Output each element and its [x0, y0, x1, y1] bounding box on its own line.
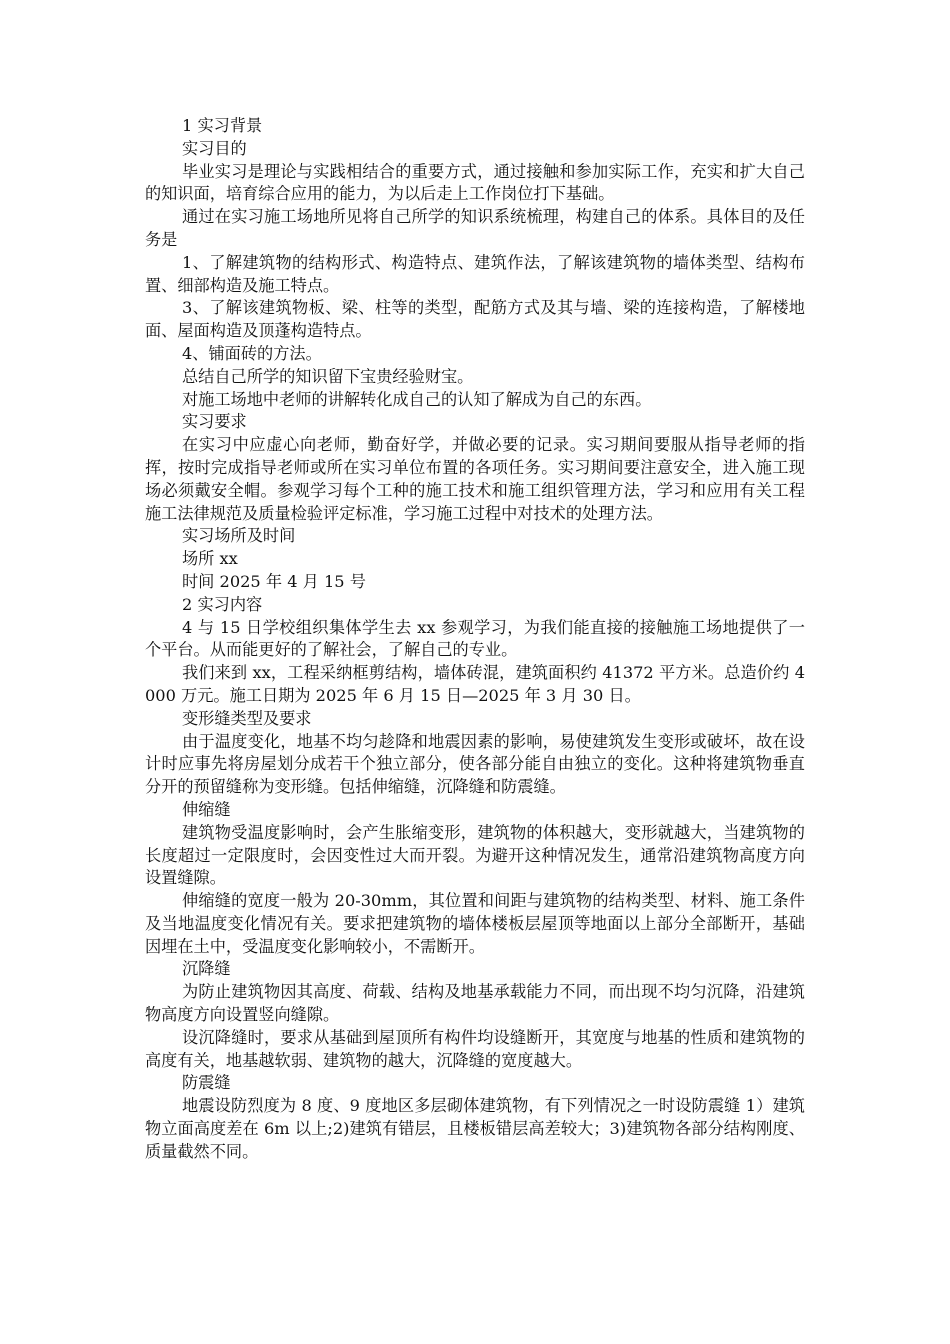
- subheading-seismic-joint: 防震缝: [182, 1073, 231, 1093]
- heading-internship-background: 1 实习背景: [182, 116, 263, 135]
- document-body: [145, 115, 805, 1164]
- subheading-place-and-time: 实习场所及时间: [182, 526, 296, 546]
- list-item: 1、了解建筑物的结构形式、构造特点、建筑作法，了解该建筑物的墙体类型、结构布置、细部构造及施工特点。: [145, 252, 805, 295]
- subheading-expansion-joint: 伸缩缝: [182, 799, 231, 819]
- subheading-deformation-joints: 变形缝类型及要求: [182, 708, 312, 728]
- paragraph: 由于温度变化，地基不均匀趁降和地震因素的影响，易使建筑发生变形或破坏，故在设计时应事先将房屋划分成若干个独立部分，使各部分能自由独立的变化。这种将建筑物垂直分开的预留缝称为变形缝。包括伸缩缝，沉降缝和防震缝。: [145, 731, 805, 797]
- paragraph: 为防止建筑物因其高度、荷载、结构及地基承载能力不同，而出现不均匀沉降，沿建筑物高度方向设置竖向缝隙。: [145, 982, 805, 1025]
- paragraph: 地震设防烈度为 8 度、9 度地区多层砌体建筑物，有下列情况之一时设防震缝 1）建筑物立面高度差在 6m 以上;2)建筑有错层，且楼板错层高差较大；3)建筑物各部分结构刚度、质量截然不同。: [145, 1096, 805, 1161]
- subheading-requirements: 实习要求: [182, 412, 247, 432]
- paragraph: 我们来到 xx，工程采纳框剪结构，墙体砖混，建筑面积约 41372 平方米。总造价约 4000 万元。施工日期为 2025 年 6 月 15 日—2025 年 3 月 30 日。: [145, 663, 805, 705]
- time-line: 时间 2025 年 4 月 15 号: [182, 571, 366, 591]
- list-item: 4、铺面砖的方法。: [182, 343, 322, 363]
- paragraph: 伸缩缝的宽度一般为 20-30mm，其位置和间距与建筑物的结构类型、材料、施工条件及当地温度变化情况有关。要求把建筑物的墙体楼板层屋顶等地面以上部分全部断开，基础因埋在土中，受温度变化影响较小，不需断开。: [145, 891, 805, 956]
- paragraph: 对施工场地中老师的讲解转化成自己的认知了解成为自己的东西。: [182, 389, 652, 409]
- paragraph: 4 与 15 日学校组织集体学生去 xx 参观学习，为我们能直接的接触施工场地提供了一个平台。从而能更好的了解社会，了解自己的专业。: [145, 617, 805, 660]
- subheading-settlement-joint: 沉降缝: [182, 959, 231, 979]
- paragraph: 在实习中应虚心向老师，勤奋好学，并做必要的记录。实习期间要服从指导老师的指挥，按时完成指导老师或所在实习单位布置的各项任务。实习期间要注意安全，进入施工现场必须戴安全帽。参观学习每个工种的施工技术和施工组织管理方法，学习和应用有关工程施工法律规范及质量检验评定标准，学习施工过程中对技术的处理方法。: [145, 435, 805, 523]
- subheading-purpose: 实习目的: [182, 138, 247, 158]
- paragraph: 建筑物受温度影响时，会产生胀缩变形，建筑物的体积越大，变形就越大，当建筑物的长度超过一定限度时，会因变性过大而开裂。为避开这种情况发生，通常沿建筑物高度方向设置缝隙。: [145, 822, 805, 888]
- paragraph: 毕业实习是理论与实践相结合的重要方式，通过接触和参加实际工作，充实和扩大自己的知识面，培育综合应用的能力，为以后走上工作岗位打下基础。: [145, 161, 805, 204]
- list-item: 3、了解该建筑物板、梁、柱等的类型，配筋方式及其与墙、梁的连接构造，了解楼地面、屋面构造及顶蓬构造特点。: [145, 298, 805, 341]
- heading-internship-content: 2 实习内容: [182, 594, 263, 614]
- place-line: 场所 xx: [182, 549, 238, 569]
- paragraph: 通过在实习施工场地所见将自己所学的知识系统梳理，构建自己的体系。具体目的及任务是: [145, 207, 805, 249]
- paragraph: 设沉降缝时，要求从基础到屋顶所有构件均设缝断开，其宽度与地基的性质和建筑物的高度有关，地基越软弱、建筑物的越大，沉降缝的宽度越大。: [145, 1027, 805, 1070]
- paragraph: 总结自己所学的知识留下宝贵经验财宝。: [182, 366, 474, 386]
